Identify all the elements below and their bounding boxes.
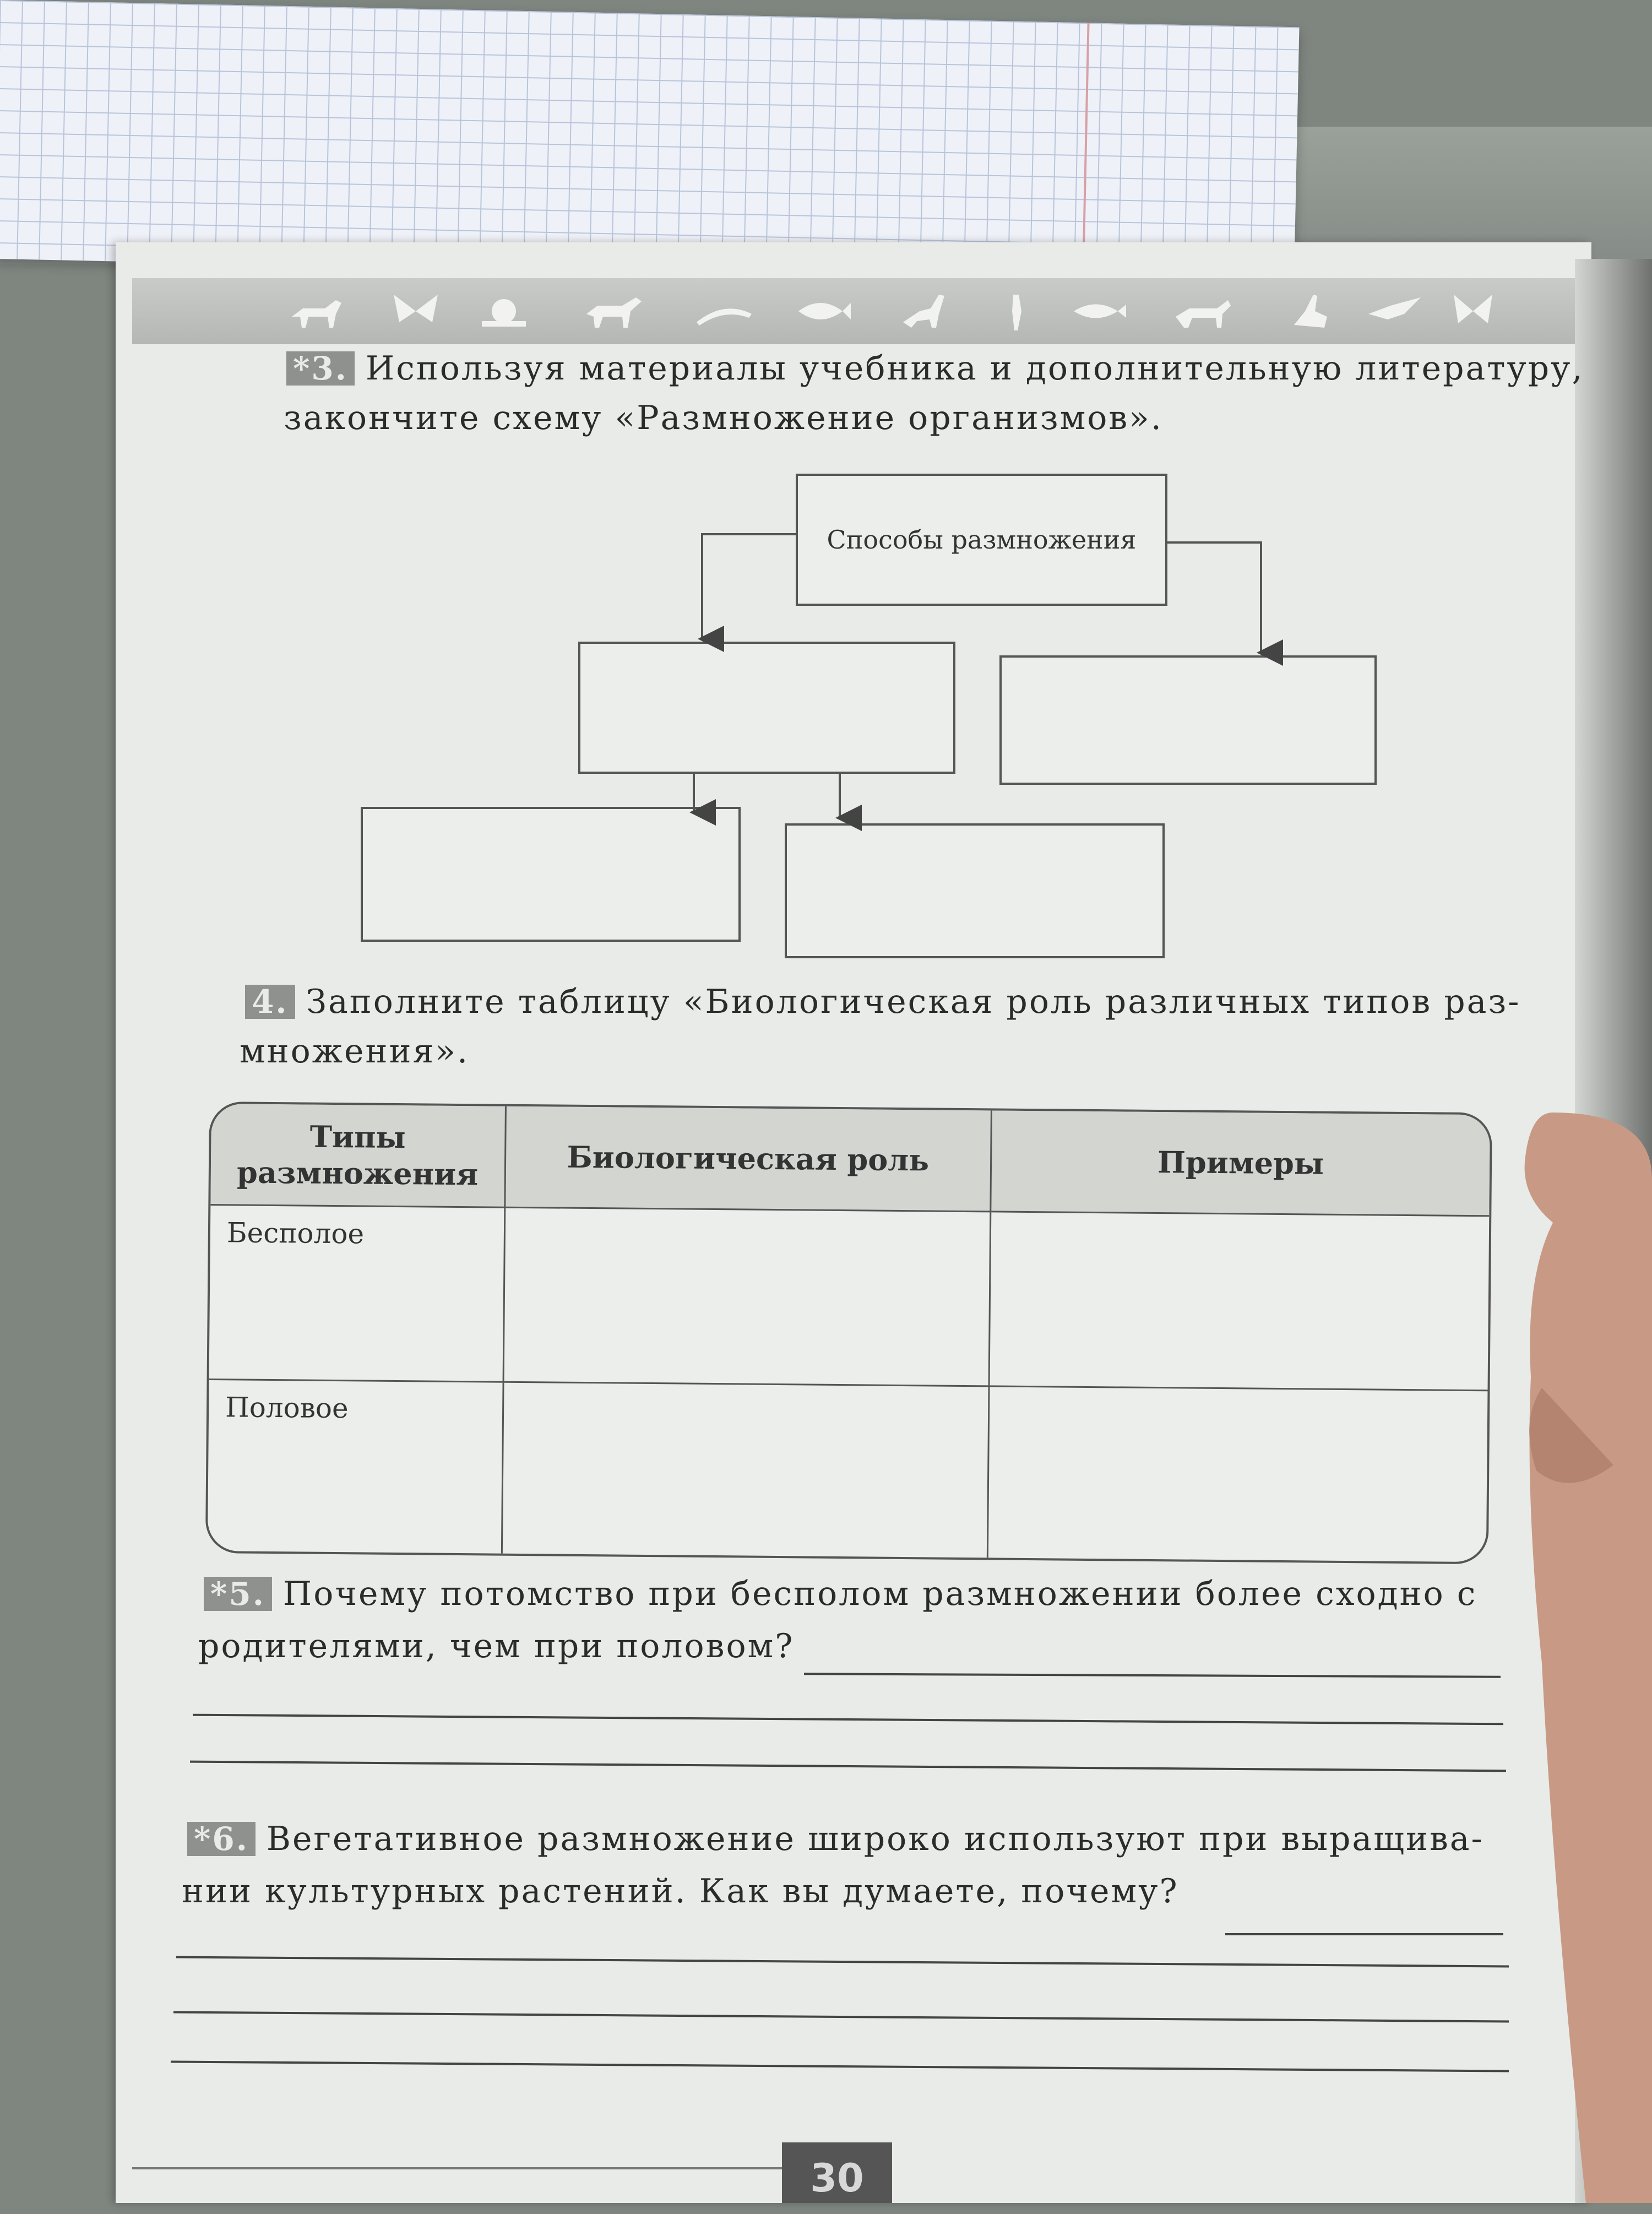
scheme-root-label: Способы размножения [827,525,1137,555]
task3-heading [286,347,1584,390]
fish-icon [793,289,854,333]
scheme-empty-box-bottom-left[interactable] [361,807,741,942]
task6-line2: нии культурных растений. Как вы думаете, почему? [182,1872,1179,1911]
task6-line1: Вегетативное размножение широко используют при выращива- [266,1820,1484,1858]
scheme-empty-box-left[interactable] [578,642,955,774]
table-row [208,1379,1488,1562]
task3-line2: закончите схему «Размножение организмов». [284,399,1163,437]
row-type-sexual: Половое [208,1379,503,1554]
wolf-icon [1173,289,1233,333]
cell-role-asexual[interactable] [503,1207,991,1386]
dinosaur-icon [898,289,958,333]
biology-table [205,1101,1492,1564]
footer-rule [132,2167,782,2169]
task3-line1: Используя материалы учебника и дополнительную литературу, [365,349,1584,388]
table-row [209,1205,1490,1391]
task5-line2: родителями, чем при половом? [198,1627,795,1665]
task4-line2: множения». [240,1032,470,1071]
page-number: 30 [782,2142,892,2203]
cell-examples-sexual[interactable] [987,1386,1487,1562]
scheme-root-box [796,474,1167,606]
cell-examples-asexual[interactable] [989,1212,1489,1390]
bird-icon [1366,289,1426,333]
scheme-empty-box-right[interactable] [999,655,1377,785]
row-type-asexual: Бесполое [209,1205,505,1382]
task6-number: *6. [187,1822,256,1856]
task4-line1: Заполните таблицу «Биологическая роль различных типов раз- [306,983,1521,1021]
task5-heading [204,1572,1477,1615]
task5-number: *5. [204,1577,272,1611]
butterfly-icon [1443,289,1503,333]
thumb [1520,1113,1652,2203]
task3-number: *3. [286,351,355,386]
task6-heading [187,1817,1484,1860]
header-examples: Примеры [991,1110,1490,1215]
lizard-icon [694,289,754,333]
header-types: Типы размножения [210,1104,506,1207]
cell-role-sexual[interactable] [502,1382,989,1558]
task6-answer-line-1[interactable] [1225,1933,1503,1935]
fish-icon [1068,289,1129,333]
task5-line1: Почему потомство при бесполом размножении более сходно с [282,1575,1477,1613]
task4-heading [245,980,1520,1023]
butterfly-icon [385,289,446,333]
horse-icon [584,289,644,333]
animals-banner [132,278,1575,344]
scheme-empty-box-bottom-right[interactable] [785,823,1165,958]
bird-icon [986,289,1046,333]
deer-icon [286,289,347,333]
header-role: Биологическая роль [504,1106,991,1212]
rabbit-icon [1283,289,1344,333]
snail-icon [474,289,534,333]
task4-number: 4. [245,985,295,1019]
